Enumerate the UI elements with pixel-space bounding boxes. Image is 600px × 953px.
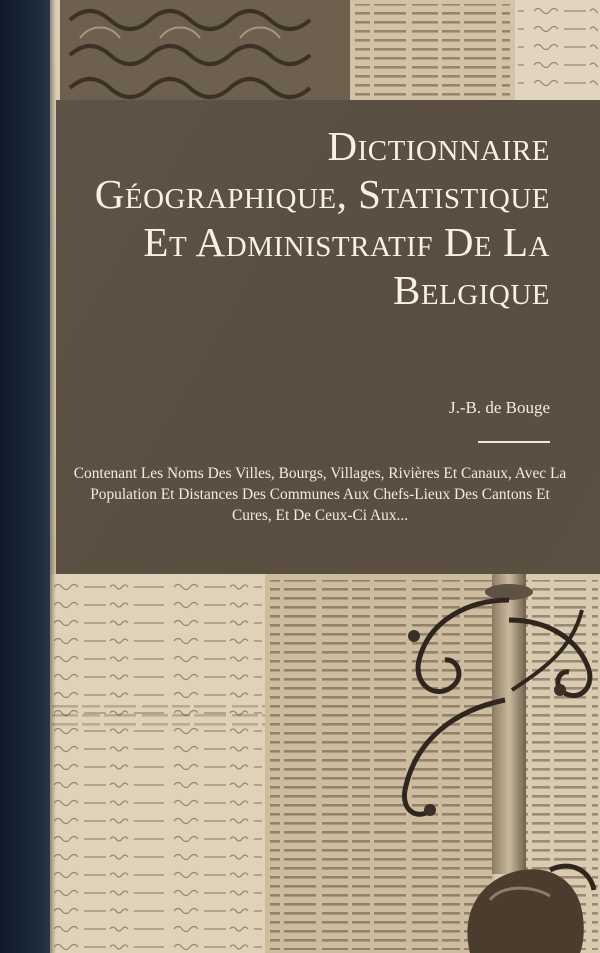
book-title: Dictionnaire Géographique, Statistique Et Administratif De La Belgique xyxy=(94,123,550,313)
book-subtitle: Contenant Les Noms Des Villes, Bourgs, Villages, Rivières Et Canaux, Avec La Population Et Distances Des Communes Aux Chefs-Lieux Des Cantons Et Cures, Et De Ceux-Ci Aux... xyxy=(73,465,567,524)
cover-spine xyxy=(0,0,50,953)
author-divider xyxy=(478,441,550,443)
book-author: J.-B. de Bouge xyxy=(448,398,550,417)
